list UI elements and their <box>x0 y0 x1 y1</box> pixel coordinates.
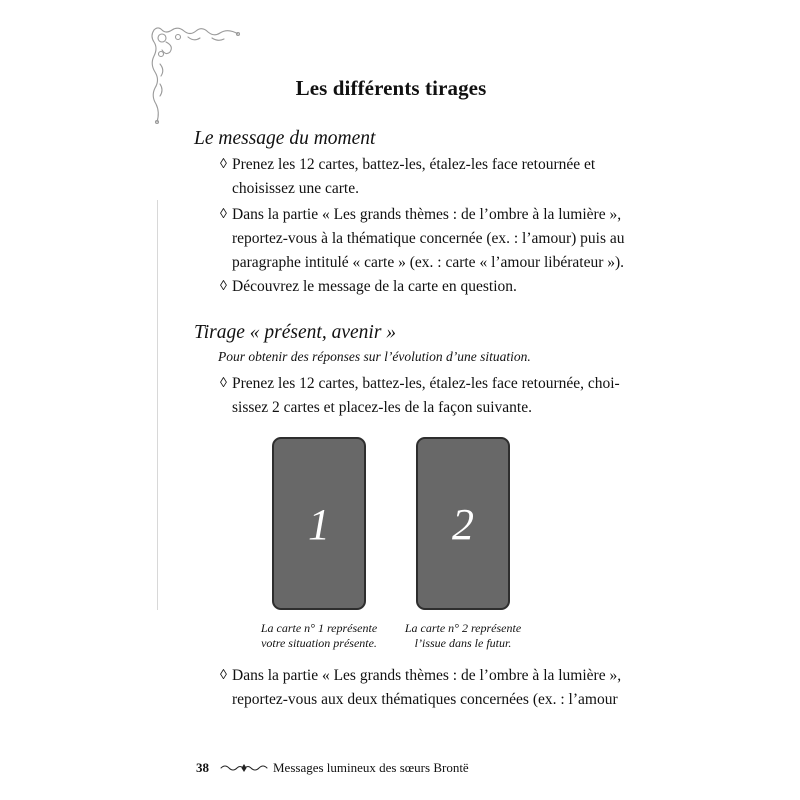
footer-flourish-icon <box>219 762 269 774</box>
bullet-line: reportez-vous aux deux thématiques concernées (ex. : l’amour <box>232 691 618 708</box>
bullet-line: Dans la partie « Les grands thèmes : de l’ombre à la lumière », <box>232 206 622 223</box>
bullet-item <box>220 275 595 299</box>
bullet-line: reportez-vous à la thématique concernée (ex. : l’amour) puis au <box>232 230 625 247</box>
bullet-item <box>220 153 595 201</box>
card-number: 1 <box>308 500 330 549</box>
bullet-line: Découvrez le message de la carte en question. <box>232 278 517 295</box>
book-title: Messages lumineux des sœurs Brontë <box>273 760 469 775</box>
card-2 <box>416 437 510 610</box>
caption-line: l’issue dans le futur. <box>414 636 512 650</box>
section-title-present-avenir: Tirage « présent, avenir » <box>194 322 397 343</box>
card-1 <box>272 437 366 610</box>
bullet-line: paragraphe intitulé « carte » (ex. : carte « l’amour libérateur »). <box>232 254 625 271</box>
bullet-item <box>220 203 625 275</box>
caption-line: La carte n° 2 représente <box>404 621 522 635</box>
card-1-caption <box>239 621 399 651</box>
bullet-diamond-icon: ◊ <box>220 376 227 391</box>
page-title: Les différents tirages <box>295 76 487 100</box>
bullet-line: choisissez une carte. <box>232 180 359 197</box>
bullet-item <box>220 372 620 420</box>
bullet-line: Dans la partie « Les grands thèmes : de l’ombre à la lumière », <box>232 667 622 684</box>
bullet-diamond-icon: ◊ <box>220 207 227 222</box>
bullet-diamond-icon: ◊ <box>220 668 227 683</box>
page-number: 38 <box>196 760 209 775</box>
bullet-line: Prenez les 12 cartes, battez-les, étalez-les face retournée, choi- <box>232 375 620 392</box>
section-title-message-du-moment: Le message du moment <box>194 128 376 149</box>
page-footer <box>196 760 469 776</box>
bullet-line: sissez 2 cartes et placez-les de la façon suivante. <box>232 399 532 416</box>
caption-line: votre situation présente. <box>261 636 377 650</box>
bullet-diamond-icon: ◊ <box>220 157 227 172</box>
page-edge-line <box>157 200 158 610</box>
bullet-diamond-icon: ◊ <box>220 279 227 294</box>
caption-line: La carte n° 1 représente <box>260 621 378 635</box>
bullet-item <box>220 664 622 712</box>
card-2-caption <box>383 621 543 651</box>
section-intro: Pour obtenir des réponses sur l’évolution d’une situation. <box>218 349 531 364</box>
bullet-line: Prenez les 12 cartes, battez-les, étalez-les face retournée et <box>232 156 596 173</box>
card-number: 2 <box>452 500 474 549</box>
